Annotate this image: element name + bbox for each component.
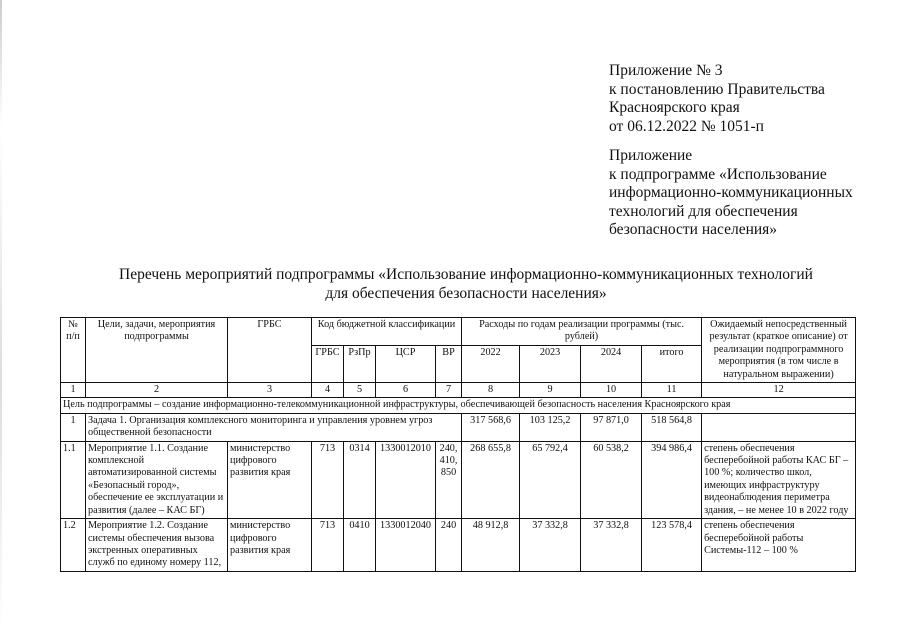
title-line-2: для обеспечения безопасности населения»	[325, 285, 607, 302]
row-csr: 1330012040	[376, 519, 436, 572]
header-grbs: ГРБС	[228, 318, 312, 383]
column-number: 8	[462, 383, 520, 398]
row-num: 1.1	[61, 441, 86, 518]
row-result: степень обеспечения бесперебойной работы КАС БГ – 100 %; количество школ, имеющих инфраструктуру видеонаблюдения периметра здания, – не менее 10 в 2022 году	[702, 441, 856, 518]
header-sub-vr: ВР	[436, 346, 462, 383]
sub-annex-line: к подпрограмме «Использование	[609, 165, 827, 183]
header-sub-rzpr: РзПр	[344, 346, 376, 383]
row-grbs-name: министерство цифрового развития края	[228, 441, 312, 518]
row-grbs-name: министерство цифрового развития края	[228, 519, 312, 572]
row-vr: 240	[436, 519, 462, 572]
title-line-1: Перечень мероприятий подпрограммы «Использование информационно-коммуникационных технологий	[119, 266, 813, 283]
row-2023: 65 792,4	[520, 441, 581, 518]
annex-line: к постановлению Правительства	[609, 80, 825, 98]
row-grbs: 713	[312, 519, 344, 572]
row-csr: 1330012010	[376, 441, 436, 518]
row-2024: 60 538,2	[581, 441, 642, 518]
column-number: 12	[702, 383, 856, 398]
annex-line: Красноярского края	[609, 99, 740, 116]
task-text: Задача 1. Организация комплексного мониторинга и управления уровнем угроз общественной безопасности	[86, 413, 462, 441]
header-sub-grbs: ГРБС	[312, 346, 344, 383]
annex-reference	[609, 62, 899, 136]
task-2022: 317 568,6	[462, 413, 520, 441]
column-number: 6	[376, 383, 436, 398]
column-number: 11	[642, 383, 702, 398]
row-total: 123 578,4	[642, 519, 702, 572]
column-number: 7	[436, 383, 462, 398]
table-row	[61, 519, 856, 572]
row-num: 1.2	[61, 519, 86, 572]
header-budget-code: Код бюджетной классификации	[312, 318, 462, 346]
header-expenses: Расходы по годам реализации программы (тыс. рублей)	[462, 318, 702, 346]
scan-edge	[0, 0, 2, 633]
annex-line: от 06.12.2022 № 1051-п	[609, 117, 764, 135]
column-number: 5	[344, 383, 376, 398]
column-number: 10	[581, 383, 642, 398]
header-num: № п/п	[61, 318, 86, 383]
task-num: 1	[61, 413, 86, 441]
subprogram-goal: Цель подпрограммы – создание информационно-телекоммуникационной инфраструктуры, обеспечивающей безопасность населения Красноярского края	[61, 398, 856, 413]
row-grbs: 713	[312, 441, 344, 518]
annex-line: Приложение № 3	[609, 62, 723, 79]
sub-annex-line: безопасности населения»	[609, 221, 778, 238]
header-result: Ожидаемый непосредственный результат (краткое описание) от реализации подпрограммного мероприятия (в том числе в натуральном выражении)	[702, 318, 856, 383]
task-2023: 103 125,2	[520, 413, 581, 441]
row-vr: 240, 410, 850	[436, 441, 462, 518]
row-rzpr: 0314	[344, 441, 376, 518]
column-number: 3	[228, 383, 312, 398]
sub-annex-reference	[609, 147, 899, 240]
row-2022: 268 655,8	[462, 441, 520, 518]
column-number: 9	[520, 383, 581, 398]
header-goals: Цели, задачи, мероприятия подпрограммы	[86, 318, 228, 383]
row-text: Мероприятие 1.2. Создание системы обеспечения вызова экстренных оперативных служб по единому номеру 112,	[86, 519, 228, 572]
row-2023: 37 332,8	[520, 519, 581, 572]
header-year-2023: 2023	[520, 346, 581, 383]
header-total: итого	[642, 346, 702, 383]
task-total: 518 564,8	[642, 413, 702, 441]
sub-annex-line: Приложение	[609, 147, 693, 164]
column-number: 4	[312, 383, 344, 398]
table-row	[61, 441, 856, 518]
row-text: Мероприятие 1.1. Создание комплексной автоматизированной системы «Безопасный город», обеспечение ее эксплуатации и развития (далее – КАС БГ)	[86, 441, 228, 518]
sub-annex-line: технологий для обеспечения	[609, 202, 798, 220]
measures-table	[60, 317, 856, 572]
document-title	[60, 265, 872, 303]
column-number: 2	[86, 383, 228, 398]
row-2022: 48 912,8	[462, 519, 520, 572]
header-year-2022: 2022	[462, 346, 520, 383]
row-total: 394 986,4	[642, 441, 702, 518]
sub-annex-line: информационно-коммуникационных	[609, 184, 853, 201]
task-2024: 97 871,0	[581, 413, 642, 441]
row-rzpr: 0410	[344, 519, 376, 572]
task-result	[702, 413, 856, 441]
header-year-2024: 2024	[581, 346, 642, 383]
header-sub-csr: ЦСР	[376, 346, 436, 383]
column-number: 1	[61, 383, 86, 398]
row-result: степень обеспечения бесперебойной работы Системы-112 – 100 %	[702, 519, 856, 572]
row-2024: 37 332,8	[581, 519, 642, 572]
